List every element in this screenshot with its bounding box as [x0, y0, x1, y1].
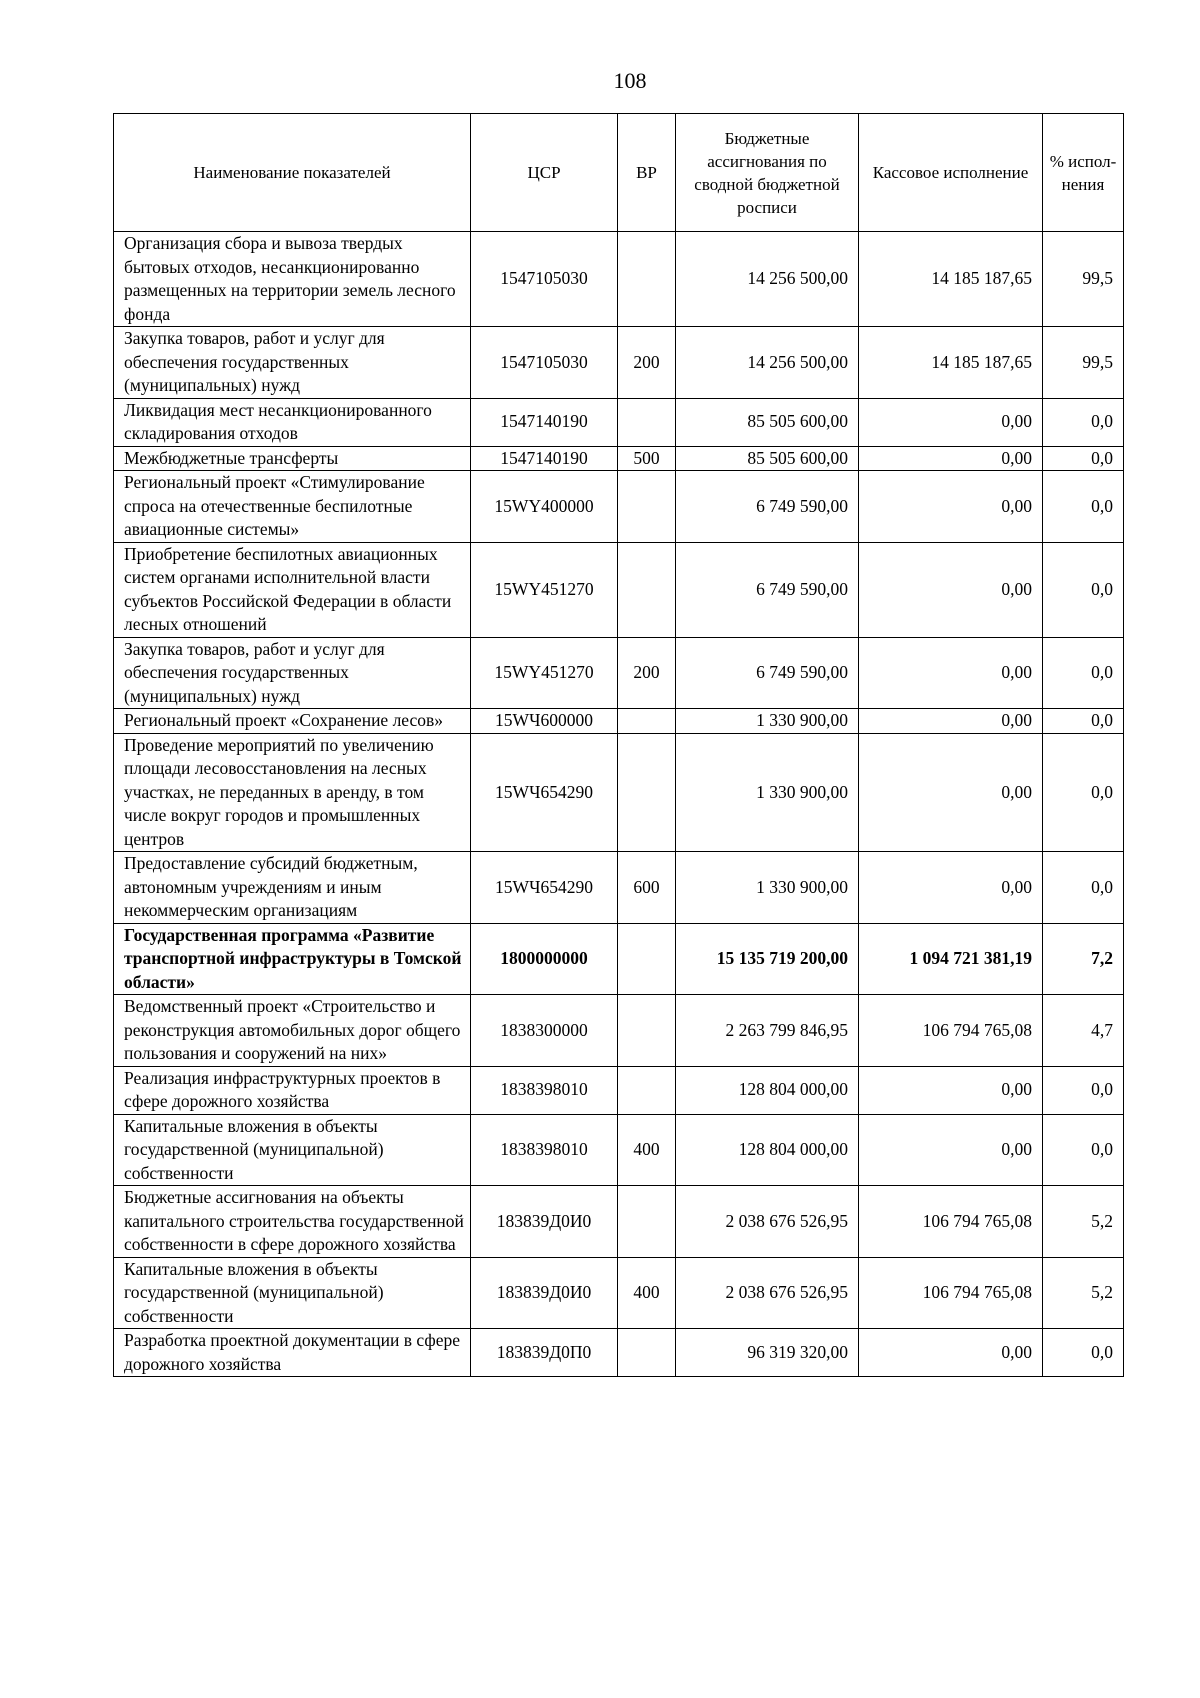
cell-vr: 200	[618, 637, 676, 709]
table-row	[114, 1186, 1124, 1258]
cell-cash: 0,00	[859, 471, 1043, 543]
cell-name: Ликвидация мест несанкционированного складирования отходов	[114, 398, 471, 446]
cell-name: Организация сбора и вывоза твердых бытовых отходов, несанкционированно размещенных на территории земель лесного фонда	[114, 232, 471, 327]
cell-csr: 15WЧ654290	[471, 733, 618, 852]
cell-percent: 0,0	[1043, 733, 1124, 852]
header-name: Наименование показателей	[114, 114, 471, 232]
table-row	[114, 542, 1124, 637]
cell-cash: 106 794 765,08	[859, 1257, 1043, 1329]
cell-cash: 1 094 721 381,19	[859, 923, 1043, 995]
header-cash: Кассовое исполнение	[859, 114, 1043, 232]
cell-percent: 0,0	[1043, 637, 1124, 709]
cell-percent: 99,5	[1043, 327, 1124, 399]
cell-csr: 1547105030	[471, 327, 618, 399]
cell-vr: 400	[618, 1114, 676, 1186]
table-row	[114, 1114, 1124, 1186]
cell-percent: 0,0	[1043, 398, 1124, 446]
table-body	[114, 232, 1124, 1377]
cell-cash: 0,00	[859, 637, 1043, 709]
cell-budget: 6 749 590,00	[676, 471, 859, 543]
table-row	[114, 923, 1124, 995]
cell-budget: 15 135 719 200,00	[676, 923, 859, 995]
table-row	[114, 1066, 1124, 1114]
cell-csr: 183839Д0П0	[471, 1329, 618, 1377]
cell-vr	[618, 1066, 676, 1114]
cell-name: Закупка товаров, работ и услуг для обеспечения государственных (муниципальных) нужд	[114, 327, 471, 399]
cell-percent: 4,7	[1043, 995, 1124, 1067]
cell-vr	[618, 923, 676, 995]
cell-name: Региональный проект «Стимулирование спроса на отечественные беспилотные авиационные системы»	[114, 471, 471, 543]
cell-vr	[618, 542, 676, 637]
cell-cash: 0,00	[859, 1329, 1043, 1377]
cell-csr: 1547140190	[471, 446, 618, 471]
cell-csr: 15WY451270	[471, 637, 618, 709]
cell-cash: 106 794 765,08	[859, 1186, 1043, 1258]
table-row	[114, 852, 1124, 924]
cell-vr	[618, 398, 676, 446]
cell-csr: 15WY451270	[471, 542, 618, 637]
cell-csr: 183839Д0И0	[471, 1186, 618, 1258]
cell-csr: 15WY400000	[471, 471, 618, 543]
budget-execution-table	[113, 113, 1124, 1377]
cell-name: Межбюджетные трансферты	[114, 446, 471, 471]
cell-percent: 5,2	[1043, 1186, 1124, 1258]
table-header-row	[114, 114, 1124, 232]
cell-name: Приобретение беспилотных авиационных систем органами исполнительной власти субъектов Российской Федерации в области лесных отношений	[114, 542, 471, 637]
cell-name: Капитальные вложения в объекты государственной (муниципальной) собственности	[114, 1257, 471, 1329]
cell-vr	[618, 232, 676, 327]
cell-vr	[618, 709, 676, 734]
cell-cash: 106 794 765,08	[859, 995, 1043, 1067]
cell-vr	[618, 995, 676, 1067]
cell-budget: 14 256 500,00	[676, 327, 859, 399]
cell-name: Ведомственный проект «Строительство и реконструкция автомобильных дорог общего пользования и сооружений на них»	[114, 995, 471, 1067]
cell-budget: 85 505 600,00	[676, 398, 859, 446]
cell-name: Государственная программа «Развитие транспортной инфраструктуры в Томской области»	[114, 923, 471, 995]
cell-vr: 400	[618, 1257, 676, 1329]
cell-budget: 2 038 676 526,95	[676, 1186, 859, 1258]
cell-name: Предоставление субсидий бюджетным, автономным учреждениям и иным некоммерческим организациям	[114, 852, 471, 924]
header-vr: ВР	[618, 114, 676, 232]
table-row	[114, 995, 1124, 1067]
cell-name: Бюджетные ассигнования на объекты капитального строительства государственной собственности в сфере дорожного хозяйства	[114, 1186, 471, 1258]
cell-vr	[618, 1186, 676, 1258]
cell-name: Реализация инфраструктурных проектов в сфере дорожного хозяйства	[114, 1066, 471, 1114]
header-percent: % испол-нения	[1043, 114, 1124, 232]
cell-csr: 1838300000	[471, 995, 618, 1067]
cell-csr: 15WЧ654290	[471, 852, 618, 924]
table-row	[114, 637, 1124, 709]
cell-budget: 1 330 900,00	[676, 733, 859, 852]
table-row	[114, 327, 1124, 399]
cell-budget: 128 804 000,00	[676, 1066, 859, 1114]
cell-cash: 14 185 187,65	[859, 232, 1043, 327]
cell-percent: 0,0	[1043, 446, 1124, 471]
table-row	[114, 446, 1124, 471]
page-number: 108	[613, 68, 647, 93]
cell-name: Разработка проектной документации в сфере дорожного хозяйства	[114, 1329, 471, 1377]
cell-csr: 1838398010	[471, 1066, 618, 1114]
cell-vr	[618, 733, 676, 852]
cell-budget: 1 330 900,00	[676, 709, 859, 734]
table-row	[114, 398, 1124, 446]
table-row	[114, 733, 1124, 852]
header-csr: ЦСР	[471, 114, 618, 232]
cell-csr: 1547105030	[471, 232, 618, 327]
cell-budget: 96 319 320,00	[676, 1329, 859, 1377]
cell-budget: 128 804 000,00	[676, 1114, 859, 1186]
cell-budget: 1 330 900,00	[676, 852, 859, 924]
cell-percent: 7,2	[1043, 923, 1124, 995]
cell-cash: 0,00	[859, 446, 1043, 471]
cell-budget: 6 749 590,00	[676, 542, 859, 637]
cell-percent: 99,5	[1043, 232, 1124, 327]
table-row	[114, 1329, 1124, 1377]
cell-percent: 0,0	[1043, 709, 1124, 734]
cell-vr: 600	[618, 852, 676, 924]
cell-percent: 0,0	[1043, 471, 1124, 543]
cell-cash: 0,00	[859, 1114, 1043, 1186]
cell-cash: 0,00	[859, 542, 1043, 637]
cell-budget: 6 749 590,00	[676, 637, 859, 709]
cell-csr: 1800000000	[471, 923, 618, 995]
cell-name: Региональный проект «Сохранение лесов»	[114, 709, 471, 734]
cell-percent: 0,0	[1043, 1114, 1124, 1186]
cell-cash: 0,00	[859, 1066, 1043, 1114]
cell-percent: 0,0	[1043, 852, 1124, 924]
cell-vr: 200	[618, 327, 676, 399]
table-row	[114, 471, 1124, 543]
cell-cash: 0,00	[859, 733, 1043, 852]
cell-vr: 500	[618, 446, 676, 471]
cell-cash: 0,00	[859, 709, 1043, 734]
cell-budget: 85 505 600,00	[676, 446, 859, 471]
cell-vr	[618, 1329, 676, 1377]
cell-cash: 0,00	[859, 852, 1043, 924]
cell-percent: 0,0	[1043, 1329, 1124, 1377]
cell-cash: 0,00	[859, 398, 1043, 446]
cell-budget: 2 263 799 846,95	[676, 995, 859, 1067]
cell-cash: 14 185 187,65	[859, 327, 1043, 399]
table-row	[114, 709, 1124, 734]
cell-name: Закупка товаров, работ и услуг для обеспечения государственных (муниципальных) нужд	[114, 637, 471, 709]
cell-percent: 0,0	[1043, 542, 1124, 637]
header-budget: Бюджетные ассигнования по сводной бюджетной росписи	[676, 114, 859, 232]
cell-percent: 5,2	[1043, 1257, 1124, 1329]
table-row	[114, 1257, 1124, 1329]
cell-csr: 183839Д0И0	[471, 1257, 618, 1329]
table-row	[114, 232, 1124, 327]
cell-csr: 1547140190	[471, 398, 618, 446]
cell-name: Проведение мероприятий по увеличению площади лесовосстановления на лесных участках, не переданных в аренду, в том числе вокруг городов и промышленных центров	[114, 733, 471, 852]
cell-percent: 0,0	[1043, 1066, 1124, 1114]
cell-csr: 15WЧ600000	[471, 709, 618, 734]
cell-name: Капитальные вложения в объекты государственной (муниципальной) собственности	[114, 1114, 471, 1186]
cell-budget: 2 038 676 526,95	[676, 1257, 859, 1329]
cell-vr	[618, 471, 676, 543]
cell-csr: 1838398010	[471, 1114, 618, 1186]
cell-budget: 14 256 500,00	[676, 232, 859, 327]
